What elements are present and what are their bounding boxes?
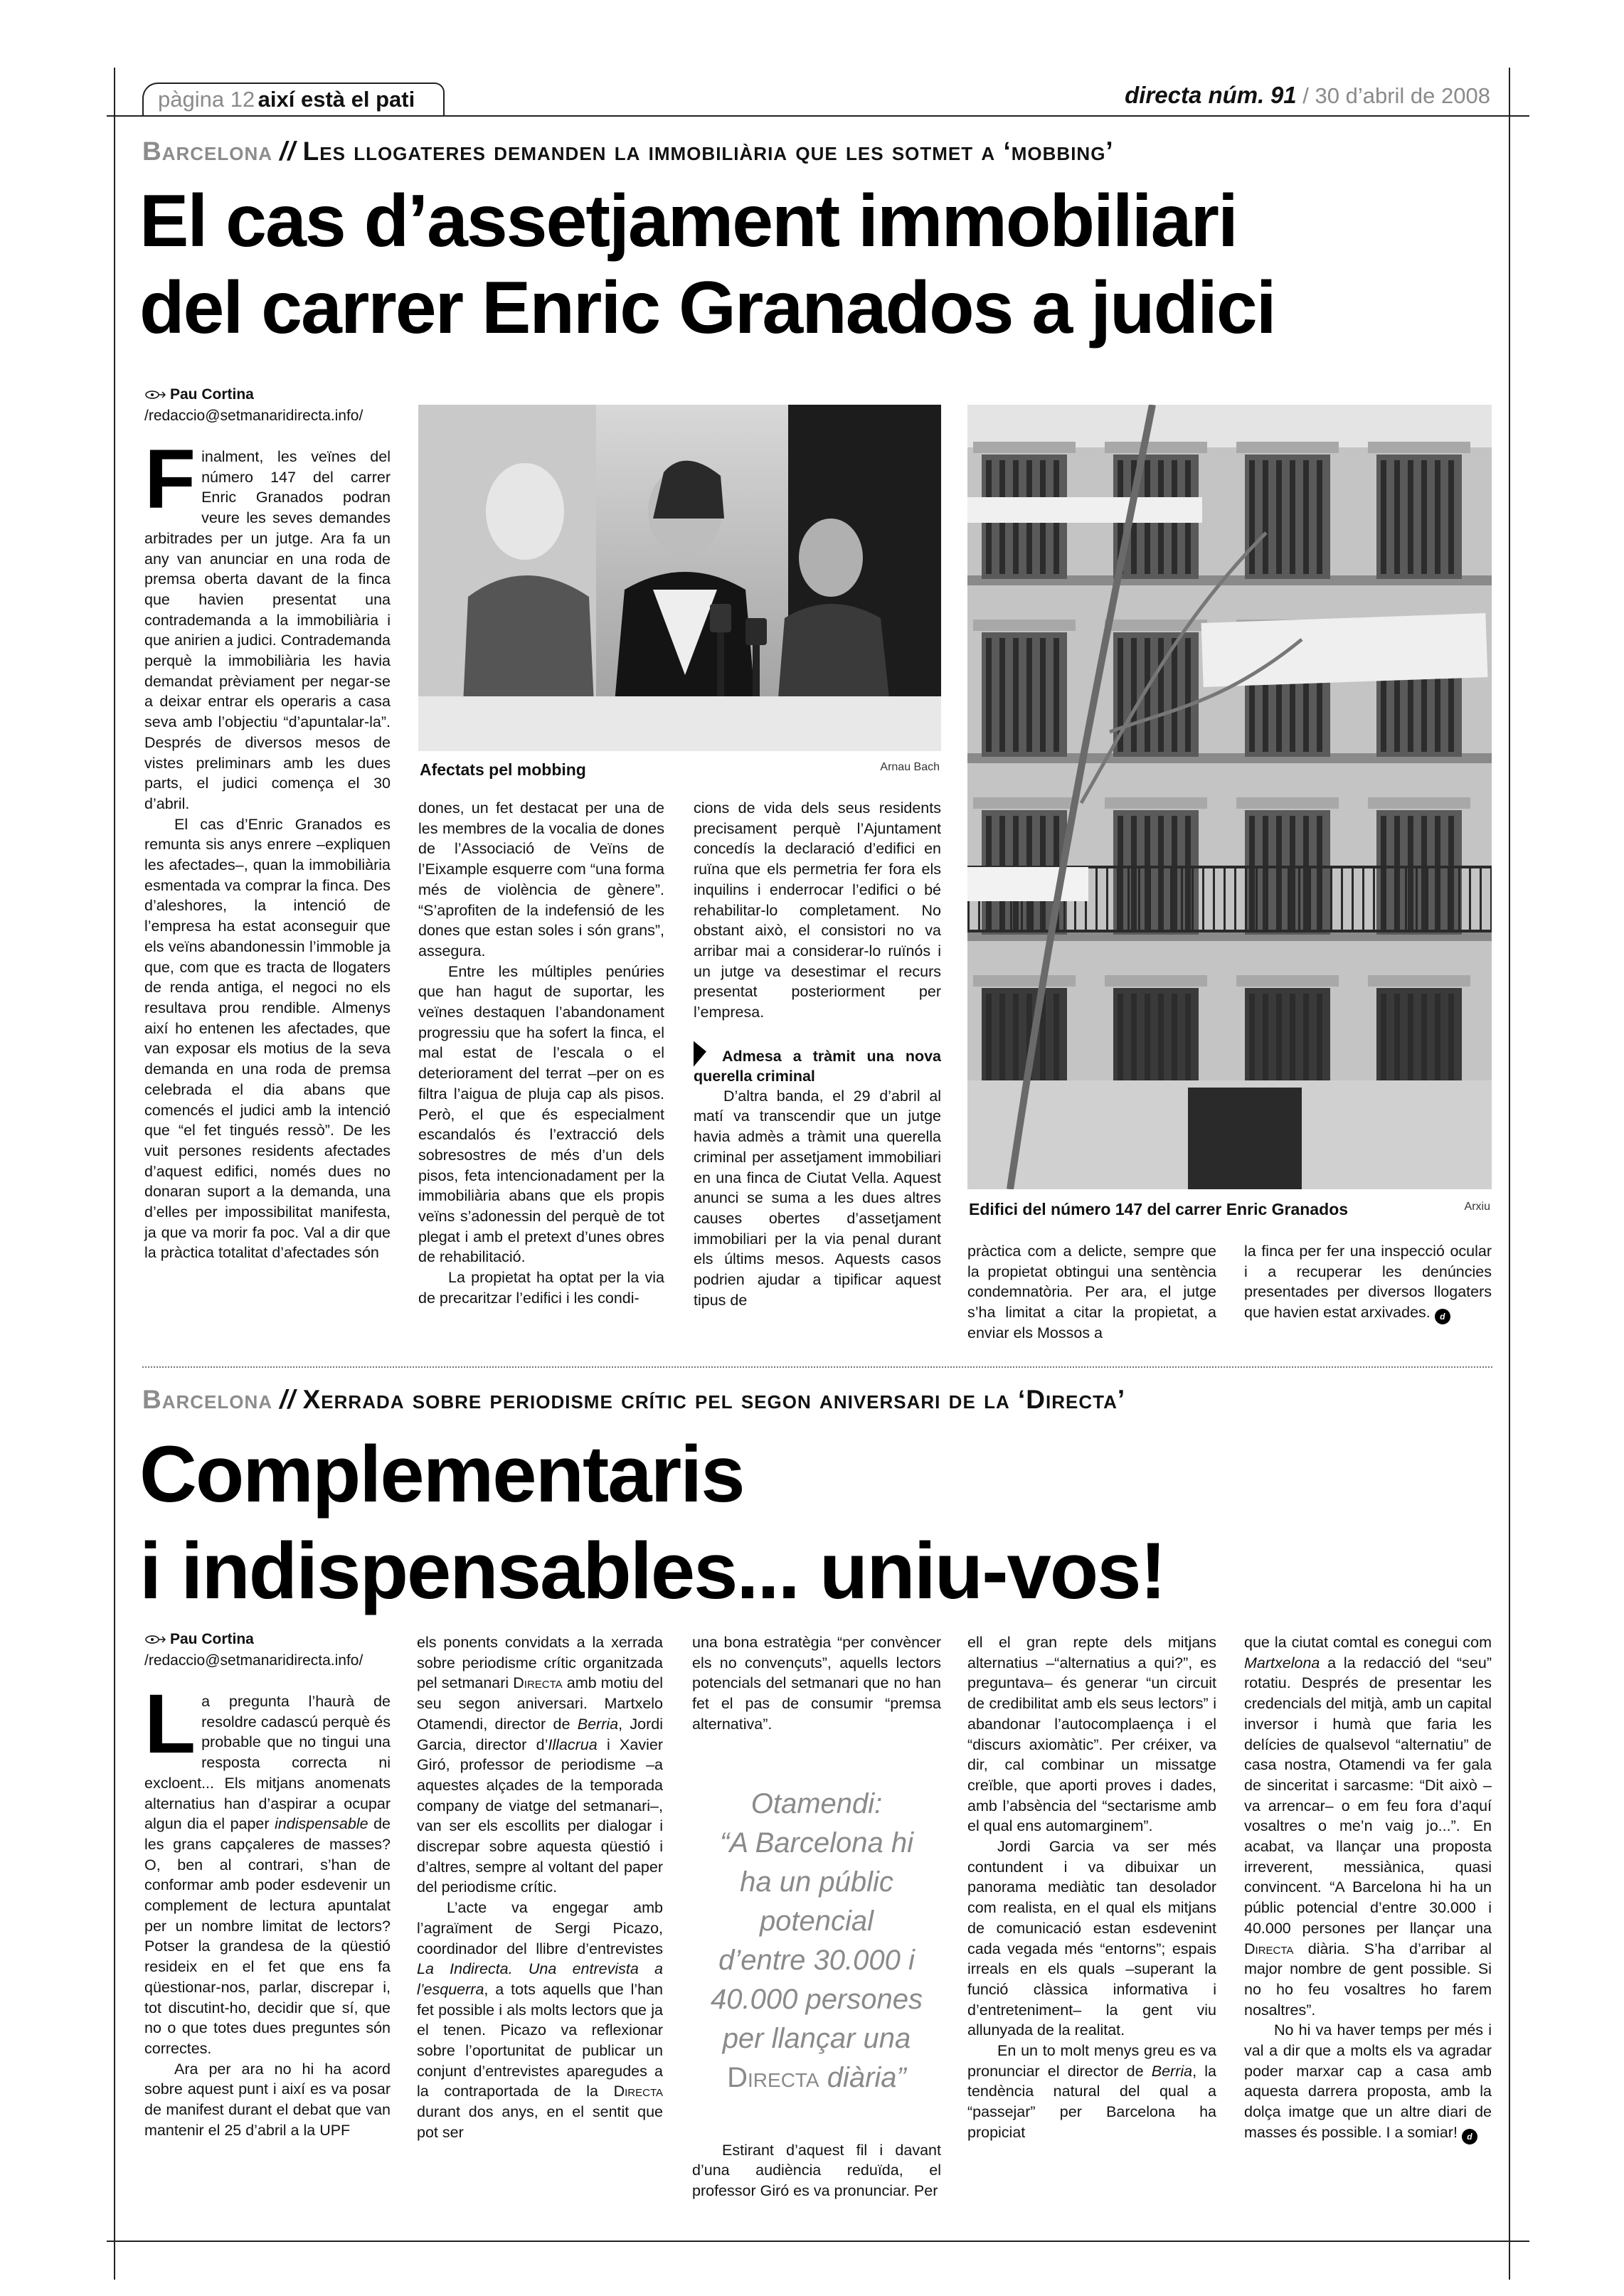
text-run: a pregunta l’haurà de resoldre cadascú perquè és probable que no tingui una resposta correcta ni excloent... Els mitjans anomenats alternatius han d’aspirar a ocupar algun dia el paper — [144, 1693, 391, 1833]
text-run: dones, un fet destacat per una de les membres de la vocalia de dones de l’Associació de Veïns de l’Eixample esquerre com “una forma més de violència de gènere”. “S’aprofiten de la indefensió de les dones que estan soles i són grans”, assegura. — [418, 799, 664, 960]
paragraph — [692, 2140, 941, 2201]
byline-eye-arrow-icon — [144, 390, 166, 400]
paragraph — [1244, 2020, 1492, 2144]
text-run: D’altra banda, el 29 d’abril al matí va transcendir que un jutge havia admès a tràmit una querella criminal per assetjament immobiliari en una finca de Ciutat Vella. Aquest anunci se suma a les dues altres causes obertes d’assetjament immobiliari per la via penal durant els últims mesos. Aquests casos podrien ajudar a tipificar aquest tipus de — [694, 1087, 941, 1309]
pull-quote-line: Directa diària” — [727, 2061, 906, 2093]
headline-line: del carrer Enric Granados a judici — [139, 267, 1275, 349]
italic-title: La Indirecta. Una entrevista a l’esquerra — [417, 1960, 663, 1998]
paragraph — [694, 798, 941, 1023]
text-run: No hi va haver temps per més i val a dir que a molts els va agradar poder marxar cap a casa amb aquesta darrera proposta, amb la dolça imatge que un altre diari de masses és possible. I a somiar! — [1244, 2021, 1492, 2141]
article1-column-1 — [144, 432, 391, 1263]
issue-info — [1125, 80, 1490, 112]
publication-name-smallcaps: Directa — [613, 2083, 663, 2100]
author-email[interactable]: /redaccio@setmanaridirecta.info/ — [144, 1652, 363, 1669]
pull-quote-line: Otamendi: — [750, 1787, 883, 1819]
right-margin-rule — [1509, 68, 1510, 2280]
kicker-separator: // — [280, 137, 296, 166]
end-of-article-logo-icon: d — [1462, 2129, 1477, 2144]
text-run: El cas d’Enric Granados es remunta sis anys enrere –expliquen les afectades–, quan la immobiliària esmentada va comprar la finca. Des d’aleshores, la intenció de l’empresa ha estat aconseguir que els veïns abandonessin l’immoble ja que, com que es tracta de llogaters de renda antiga, el negoci no els resultava prou rendible. Almenys així ho entenen les afectades, que van exposar els motius de la seva demanda en una roda de premsa celebrada el dia abans que comencés el judici amb la intenció que “el fet tingués ressò”. De les vuit persones residents afectades d’aquest edifici, només dues no donaran suport a la demanda, una d’elles per impossibilitat manifesta, ja que va morir fa poc. Val a dir que la pràctica totalitat d’afectades són — [144, 815, 391, 1262]
article-divider — [142, 1366, 1492, 1368]
kicker-city: Barcelona — [142, 137, 273, 166]
text-run: En un to molt menys greu es va pronunciar el director de — [967, 2042, 1216, 2080]
text-run: durant dos anys, en el sentit que pot ser — [417, 2103, 663, 2141]
byline-eye-arrow-icon — [144, 1635, 166, 1644]
paragraph — [417, 1632, 663, 1898]
section-name: així està el pati — [258, 87, 415, 112]
left-margin-rule — [114, 68, 115, 2280]
photo1-caption: Afectats pel mobbing — [420, 760, 586, 779]
press-conference-photo — [418, 405, 941, 751]
text-run: cions de vida dels seus residents precisament perquè l’Ajuntament concedís la declaració d’edifici en ruïna que els permetria fer fora els inquilins i enderrocar l’edifici o bé rehabilitar-lo completament. No obstant això, el consistori no va arribar mai a considerar-lo ruïnós i un jutge va desestimar el recurs presentat posteriorment per l’empresa. — [694, 799, 941, 1021]
paragraph — [417, 1898, 663, 2142]
end-of-article-logo-icon: d — [1435, 1309, 1450, 1324]
headline-line: El cas d’assetjament immobiliari — [139, 180, 1237, 262]
article1-column-3 — [694, 798, 941, 1310]
article1-byline — [144, 384, 363, 427]
paragraph — [1244, 1241, 1492, 1324]
text-run: , a tots aquells que l’han fet possible i als molts lectors que ja el tenen. Picazo va reflexionar sobre l’oportunitat de publicar un conjunt d’entrevistes aparegudes a la contraportada de la — [417, 1980, 663, 2100]
text-run: amb motiu del seu segon aniversari. Martxelo Otamendi, director de — [417, 1674, 663, 1733]
headline-line: i indispensables... uniu-vos! — [139, 1526, 1165, 1615]
article2-byline — [144, 1629, 363, 1671]
paragraph — [418, 1267, 664, 1308]
text-run: L’acte va engegar amb l’agraïment de Sergi Picazo, coordinador del llibre d’entrevistes — [417, 1899, 663, 1957]
page-section-tab — [142, 83, 445, 117]
article2-kicker — [142, 1385, 1125, 1415]
article2-column-1 — [144, 1677, 391, 2140]
text-run: inalment, les veïnes del número 147 del carrer Enric Granados podran veure les seves demandes arbitrades per un jutge. Ara fa un any van anunciar en una roda de premsa oberta davant de la finca que havien presentat una contrademanda a la immobiliària i que anirien a judici. Contrademanda perquè la immobiliària les havia demandat prèviament per negar-se a deixar entrar els operaris a casa seva amb l’objectiu “d’apuntalar-la”. Després de diversos mesos de vistes preliminars amb les dues parts, el judici comença el 30 d’abril. — [144, 448, 391, 812]
issue-date: / 30 d’abril de 2008 — [1302, 83, 1490, 108]
drop-cap: F — [144, 432, 196, 526]
italic-title: Martxelona — [1244, 1654, 1320, 1671]
photo2-caption: Edifici del número 147 del carrer Enric Granados — [969, 1200, 1349, 1218]
article2-headline — [139, 1426, 1165, 1620]
building-facade-photo — [967, 405, 1492, 1189]
kicker-separator: // — [280, 1385, 296, 1414]
publication-name: directa núm. — [1125, 82, 1265, 108]
publication-name-smallcaps: Directa — [1244, 1940, 1294, 1957]
paragraph — [144, 2059, 391, 2141]
paragraph — [692, 1632, 941, 1735]
triangle-flag-icon — [694, 1038, 706, 1066]
article1-column-4 — [967, 1241, 1216, 1344]
text-run: que la ciutat comtal es conegui com — [1244, 1634, 1492, 1651]
kicker-text: Les llogateres demanden la immobiliària que les sotmet a ‘mobbing’ — [302, 137, 1114, 166]
text-run: Admesa a tràmit una nova querella criminal — [694, 1047, 941, 1085]
text-run: , Jordi Garcia, director d’ — [417, 1715, 663, 1753]
article1-headline — [139, 178, 1275, 351]
text-run: Entre les múltiples penúries que han hagut de suportar, les veïnes destaquen l’abandonament progressiu que ha sofert la finca, el mal estat de l’escala o el deteriorament del terrat –per on es filtra l’aigua de pluja cap als pisos. Però, el que és especialment escandalós és l’extracció dels sobresostres de més d’un dels pisos, feta intencionadament per la immobiliària abans que els propis veïns s’adonessin del perquè de tot plegat i amb el pretext d’unes obres de rehabilitació. — [418, 962, 664, 1266]
paragraph — [694, 1086, 941, 1311]
pull-quote — [692, 1785, 941, 2098]
text-run: de les grans capçaleres de masses? O, ben al contrari, s’han de conformar amb poder esdevenir un complement de lectura apuntalat per un nombre limitat de lectors? Potser la grandesa de la qüestió resideix en el fet que ens fa qüestionar-nos, parlar, discrepar i, tot discutint-ho, decidir que sí, que no o que totes dues preguntes són correctes. — [144, 1815, 391, 2057]
article2-column-5 — [1244, 1632, 1492, 2144]
text-run: La propietat ha optat per la via de precaritzar l’edifici i les condi- — [418, 1269, 664, 1307]
paragraph — [144, 1677, 391, 2059]
paragraph — [967, 1837, 1216, 2041]
author-name: Pau Cortina — [170, 1631, 254, 1647]
kicker-city: Barcelona — [142, 1385, 273, 1414]
italic-title: indispensable — [275, 1815, 368, 1833]
text-run: , la tendència natural del qual a “passejar” per Barcelona ha propiciat — [967, 2062, 1216, 2141]
paragraph — [967, 1241, 1216, 1344]
author-email[interactable]: /redaccio@setmanaridirecta.info/ — [144, 408, 363, 424]
text-run: Estirant d’aquest fil i davant d’una audiència reduïda, el professor Giró es va pronunciar. Per — [692, 2141, 941, 2199]
kicker-text: Xerrada sobre periodisme crític pel segon aniversari de la ‘Directa’ — [302, 1385, 1126, 1414]
paragraph — [144, 432, 391, 814]
paragraph — [418, 798, 664, 962]
paragraph — [967, 2041, 1216, 2143]
page-number: pàgina 12 — [158, 87, 255, 112]
paragraph — [418, 962, 664, 1268]
text-run: la finca per fer una inspecció ocular i a recuperar les denúncies presentades per diversos llogaters que havien estat arxivades. — [1244, 1243, 1492, 1322]
text-run: i Xavier Giró, professor de periodisme –a aquestes alçades de la temporada company de viatge del setmanari–, van ser els escollits per dialogar i discrepar sobre aquesta qüestió i d’altres, sempre al voltant del paper del periodisme crític. — [417, 1736, 663, 1896]
text-run: ell el gran repte dels mitjans alternatius –“alternatius a qui?”, es preguntava– és generar “un circuit de credibilitat amb els seus lectors” i abandonar l’autocomplaença i el “discurs axiomàtic”. Per créixer, va dir, cal combinar un missatge creïble, que aporti proves i dades, amb l’absència del “sectarisme amb el qual ens automarginem”. — [967, 1634, 1216, 1835]
photo1-credit: Arnau Bach — [880, 761, 940, 773]
publication-name-smallcaps: Directa — [513, 1674, 563, 1692]
pull-quote-line: per llançar una — [722, 2022, 911, 2054]
text-run: pràctica com a delicte, sempre que la propietat obtingui una sentència condemnatòria. Per ara, el jutge s’ha limitat a citar la propietat, a enviar els Mossos a — [967, 1243, 1216, 1341]
article1-kicker — [142, 137, 1114, 166]
italic-title: Berria — [1151, 2062, 1193, 2080]
pull-quote-line: d’entre 30.000 i — [718, 1944, 915, 1976]
italic-title: Illacrua — [548, 1736, 598, 1753]
text-run: Ara per ara no hi ha acord sobre aquest punt i així es va posar de manifest durant el debat que van mantenir el 25 d’abril a la UPF — [144, 2060, 391, 2139]
pull-quote-line: ha un públic — [740, 1866, 893, 1898]
paragraph — [1244, 1632, 1492, 2020]
italic-title: Berria — [577, 1715, 619, 1733]
subheading — [694, 1040, 941, 1086]
text-run: Jordi Garcia va ser més contundent i va dibuixar un panorama mediàtic tan desolador com realista, en el qual els mitjans de comunicació estan esdevenint cada vegada més “entorns”; espais irreals en els quals –superant la funció clàssica informativa i d’entreteniment– la gent viu allunyada de la realitat. — [967, 1838, 1216, 2039]
headline-line: Complementaris — [139, 1430, 744, 1519]
drop-cap: L — [144, 1677, 196, 1771]
author-name: Pau Cortina — [170, 386, 254, 403]
article2-column-4 — [967, 1632, 1216, 2143]
pull-quote-line: “A Barcelona hi — [720, 1827, 913, 1859]
issue-number: 91 — [1270, 82, 1297, 108]
text-run: una bona estratègia “per convèncer els no convençuts”, aquells lectors potencials del setmanari que no han fet el pas de consumir “premsa alternativa”. — [692, 1634, 941, 1733]
text-run: a la redacció del “seu” rotatiu. Després de presentar les credencials del mitjà, amb un capital inversor i humà que faria les delícies de qualsevol “alternatiu” de casa nostra, Otamendi va fer gala de sinceritat i sarcasme: “Dit això –va arrencar– o em feu fora d’aquí vosaltres o me’n vaig jo...”. En acabat, va llançar una proposta irreverent, messiànica, quasi convincent. “A Barcelona hi ha un públic potencial d’entre 30.000 i 40.000 persones per llançar una — [1244, 1654, 1492, 1937]
pull-quote-line: potencial — [759, 1905, 874, 1937]
text-run: diària. S’ha d’arribar al major nombre de gent possible. Si no ho feu vosaltres ho farem nosaltres”. — [1244, 1940, 1492, 2019]
article2-column-3 — [692, 1632, 941, 2201]
footer-rule — [107, 2241, 1529, 2242]
paragraph — [967, 1632, 1216, 1837]
paragraph — [144, 814, 391, 1263]
photo2-credit: Arxiu — [1464, 1201, 1490, 1213]
pull-quote-line: 40.000 persones — [710, 1983, 923, 2015]
article1-column-5 — [1244, 1241, 1492, 1324]
article1-column-2 — [418, 798, 664, 1309]
text-run: els ponents convidats a la xerrada sobre periodisme crític organitzada pel setmanari — [417, 1634, 663, 1692]
article2-column-2 — [417, 1632, 663, 2143]
